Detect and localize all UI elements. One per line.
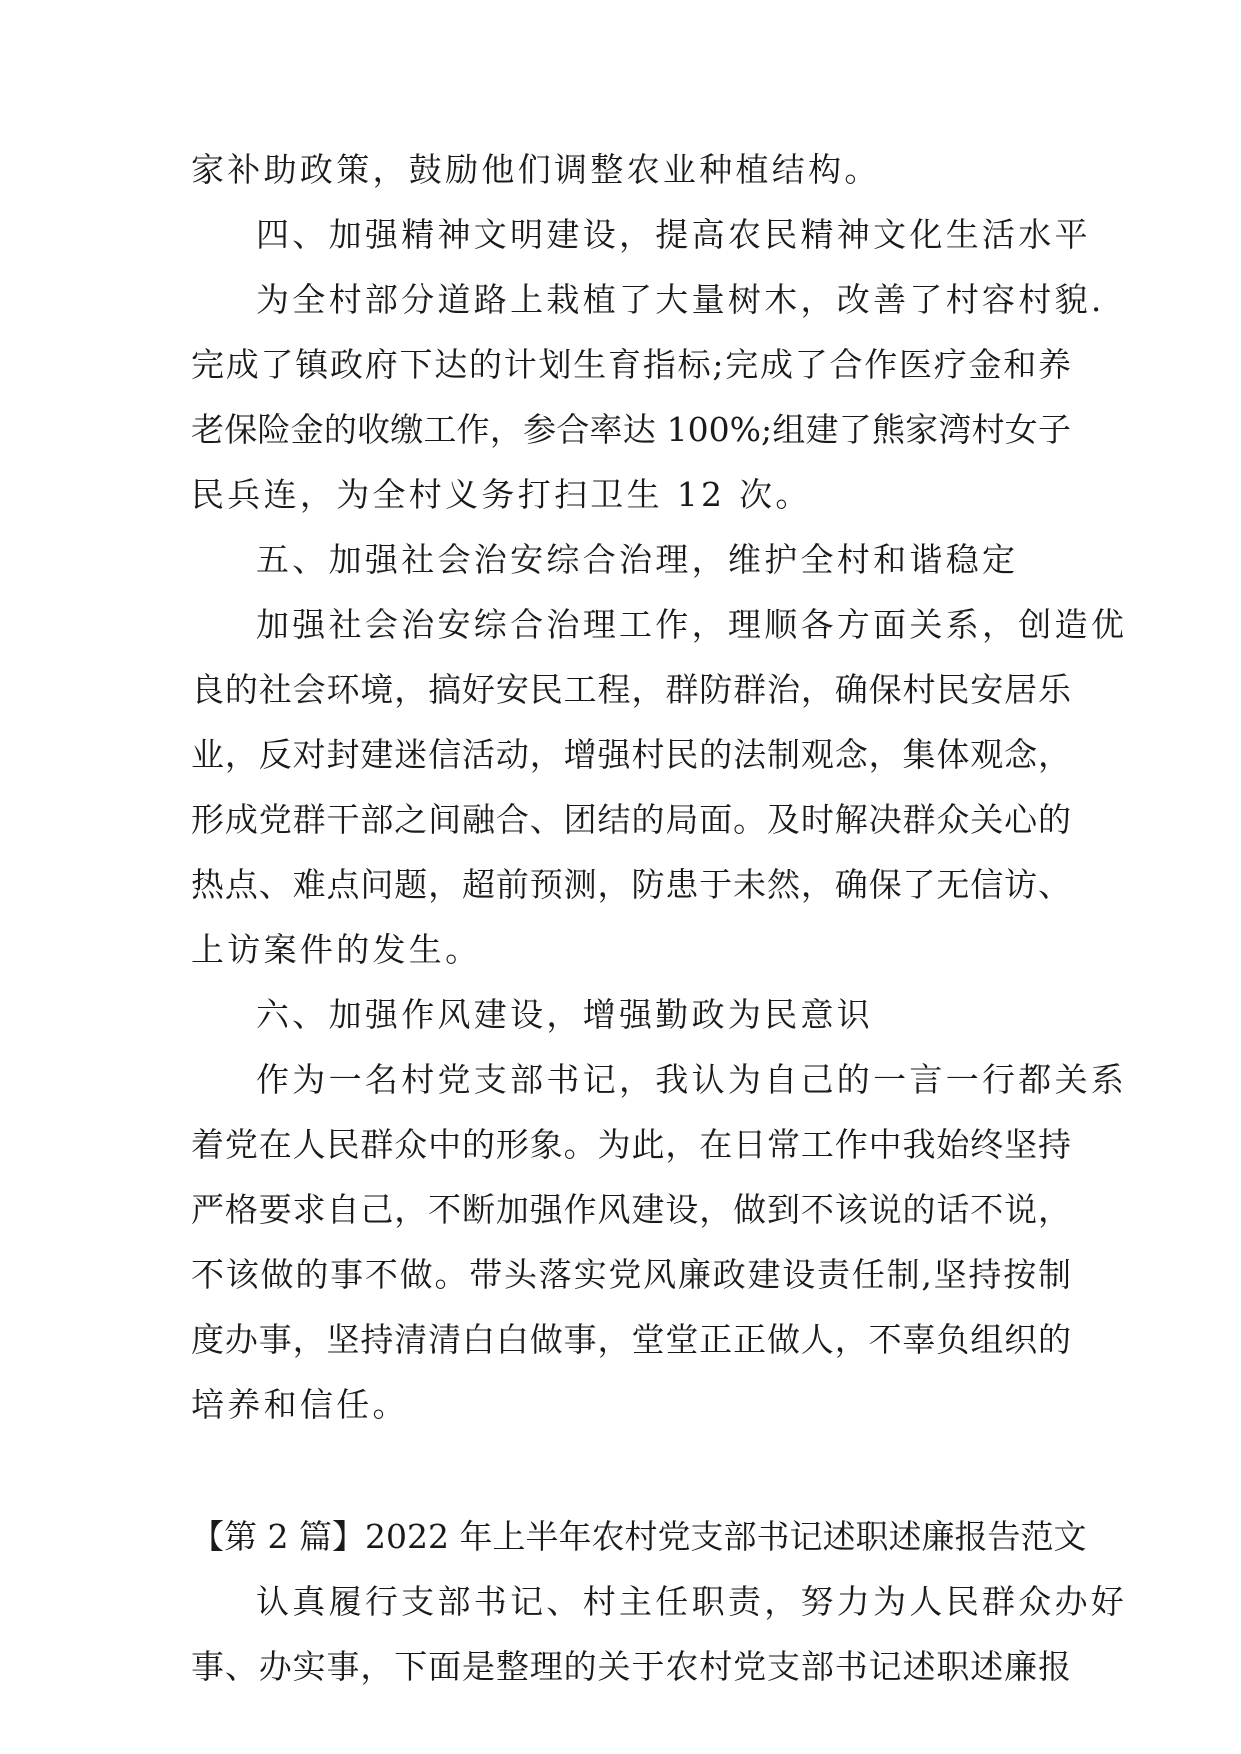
paragraph-line: 培养和信任。 xyxy=(191,1385,409,1424)
paragraph-line: 严格要求自己，不断加强作风建设，做到不该说的话不说， xyxy=(191,1190,1071,1229)
paragraph-line: 度办事，坚持清清白白做事，堂堂正正做人，不辜负组织的 xyxy=(191,1320,1071,1359)
paragraph-line: 加强社会治安综合治理工作，理顺各方面关系，创造优 xyxy=(256,605,1128,644)
paragraph-line: 民兵连，为全村义务打扫卫生 12 次。 xyxy=(191,475,812,514)
paragraph-line: 热点、难点问题，超前预测，防患于未然，确保了无信访、 xyxy=(191,865,1071,904)
paragraph-line: 业，反对封建迷信活动，增强村民的法制观念，集体观念， xyxy=(191,735,1071,774)
paragraph-line: 认真履行支部书记、村主任职责，努力为人民群众办好 xyxy=(256,1582,1128,1621)
section-heading: 六、加强作风建设，增强勤政为民意识 xyxy=(256,995,874,1034)
paragraph-line: 家补助政策，鼓励他们调整农业种植结构。 xyxy=(191,150,881,189)
section-heading: 五、加强社会治安综合治理，维护全村和谐稳定 xyxy=(256,540,1019,579)
article-title: 【第 2 篇】2022 年上半年农村党支部书记述职述廉报告范文 xyxy=(191,1517,1087,1556)
paragraph-line: 着党在人民群众中的形象。为此，在日常工作中我始终坚持 xyxy=(191,1125,1071,1164)
paragraph-line: 完成了镇政府下达的计划生育指标;完成了合作医疗金和养 xyxy=(191,345,1071,384)
section-heading: 四、加强精神文明建设，提高农民精神文化生活水平 xyxy=(256,215,1091,254)
paragraph-line: 为全村部分道路上栽植了大量树木，改善了村容村貌. xyxy=(256,280,1105,319)
paragraph-line: 形成党群干部之间融合、团结的局面。及时解决群众关心的 xyxy=(191,800,1071,839)
paragraph-line: 作为一名村党支部书记，我认为自己的一言一行都关系 xyxy=(256,1060,1128,1099)
paragraph-line: 老保险金的收缴工作，参合率达 100%;组建了熊家湾村女子 xyxy=(191,410,1071,449)
paragraph-line: 事、办实事，下面是整理的关于农村党支部书记述职述廉报 xyxy=(191,1647,1071,1686)
paragraph-line: 良的社会环境，搞好安民工程，群防群治，确保村民安居乐 xyxy=(191,670,1071,709)
paragraph-line: 不该做的事不做。带头落实党风廉政建设责任制,坚持按制 xyxy=(191,1255,1071,1294)
paragraph-line: 上访案件的发生。 xyxy=(191,930,482,969)
